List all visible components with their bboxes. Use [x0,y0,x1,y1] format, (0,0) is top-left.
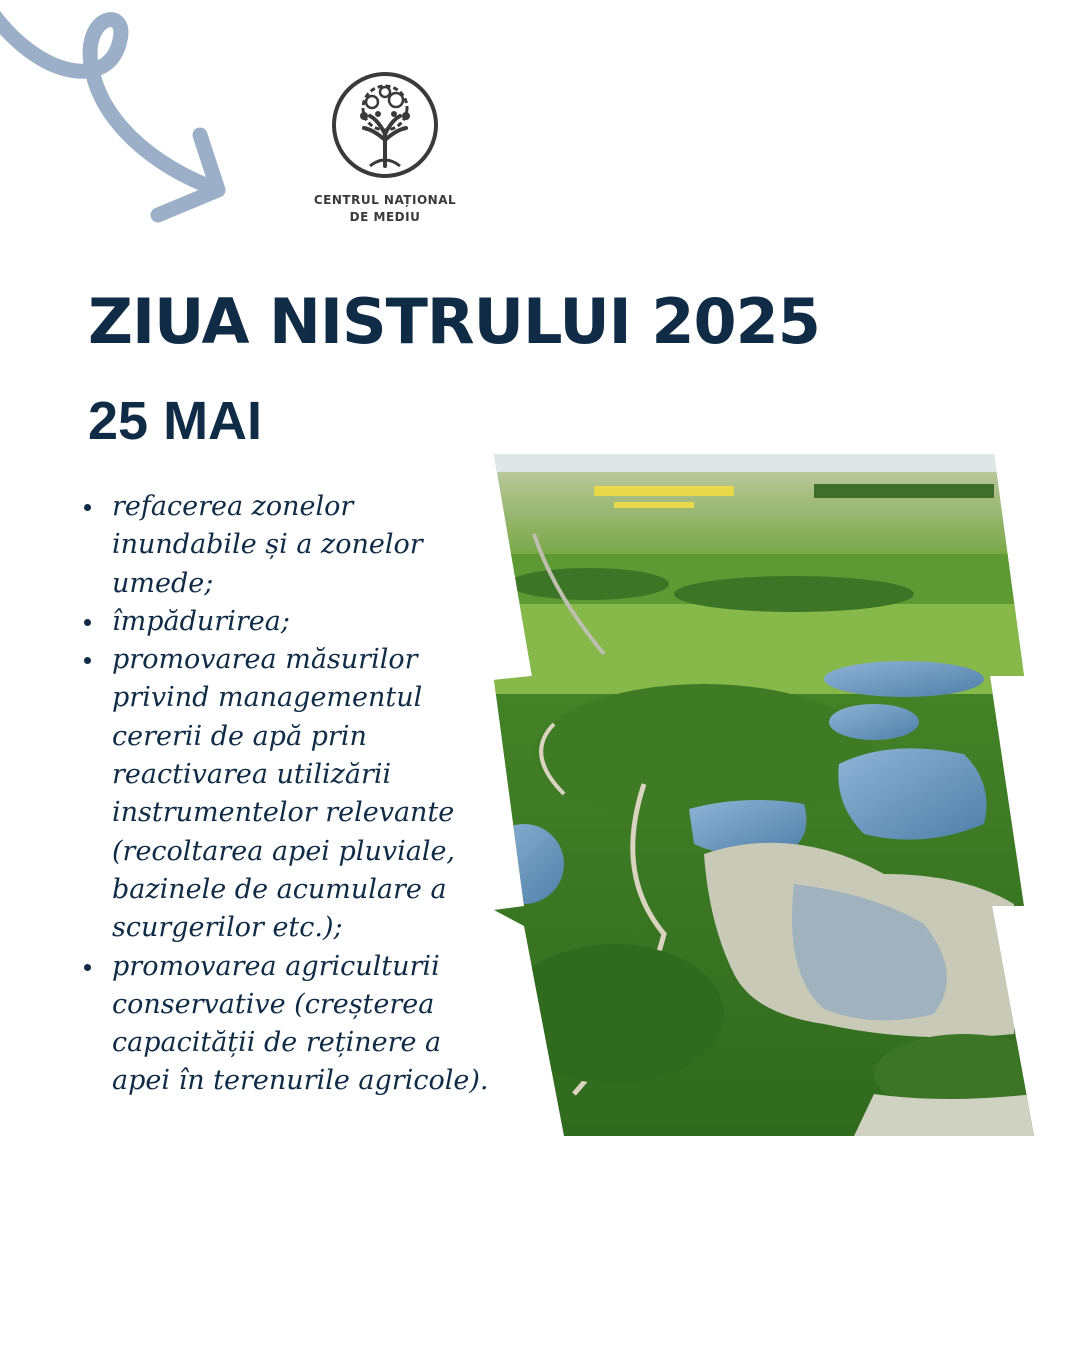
aerial-landscape-photo [494,454,1034,1136]
tree-emblem-icon [330,70,440,180]
logo-line-1: CENTRUL NAȚIONAL [313,193,457,207]
list-item: împădurirea; [82,603,502,641]
event-date: 25 MAI [88,391,263,451]
organization-logo [300,70,470,226]
list-item: refacerea zonelor inundabile și a zonelor umede; [82,488,502,603]
logo-wordmark [300,192,470,226]
page-title: ZIUA NISTRULUI 2025 [88,285,820,358]
logo-line-2: DE MEDIU [349,210,421,224]
list-item: promovarea agriculturii conservative (creșterea capacității de reținere a apei în terenurile agricole). [82,948,502,1101]
measures-list [82,488,502,1101]
list-item: promovarea măsurilor privind managementul cererii de apă prin reactivarea utilizării instrumentelor relevante (recoltarea apei pluviale, bazinele de acumulare a scurgerilor etc.); [82,641,502,947]
decorative-curly-arrow [0,0,250,240]
